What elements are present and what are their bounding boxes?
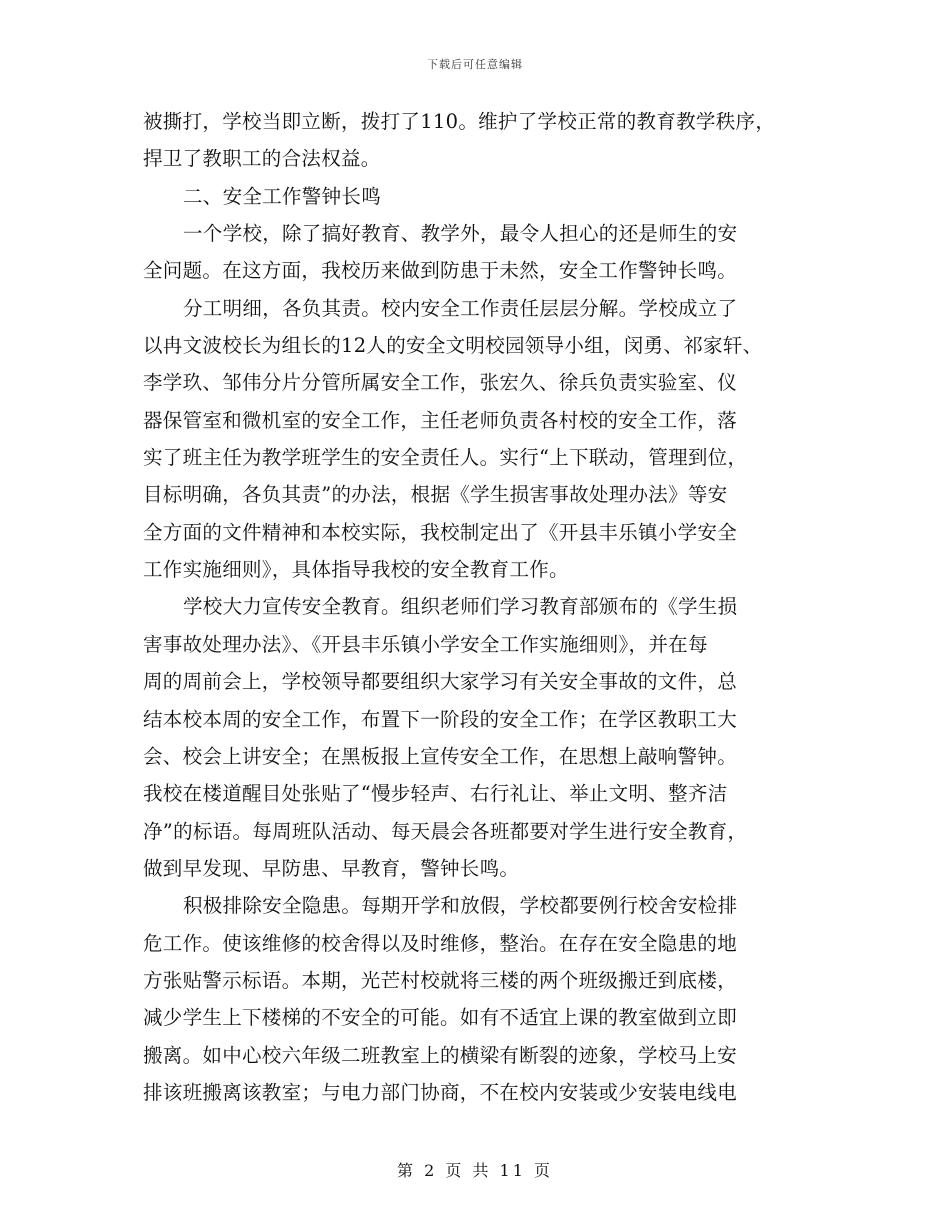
paragraph-line: 害事故处理办法》、《开县丰乐镇小学安全工作实施细则》，并在每 [143,632,708,656]
paragraph-line: 方张贴警示标语。本期，光芒村校就将三楼的两个班级搬迁到底楼， [143,968,738,992]
paragraph-line: 目标明确，各负其责”的办法，根据《学生损害事故处理办法》等安 [143,483,728,507]
paragraph-line: 一个学校，除了搞好教育、教学外，最令人担心的还是师生的安 [183,222,738,246]
paragraph-line: 做到早发现、早防患、早教育，警钟长鸣。 [143,856,520,880]
paragraph-line: 以冉文波校长为组长的12人的安全文明校园领导小组，闵勇、祁家轩、 [143,334,763,358]
paragraph-line: 搬离。如中心校六年级二班教室上的横梁有断裂的迹象，学校马上安 [143,1043,738,1067]
paragraph-line: 分工明细，各负其责。校内安全工作责任层层分解。学校成立了 [183,296,738,320]
paragraph-line: 我校在楼道醒目处张贴了“慢步轻声、右行礼让、举止文明、整齐洁 [143,782,728,806]
page-number-footer: 第 2 页 共 11 页 [397,1161,553,1180]
paragraph-line: 实了班主任为教学班学生的安全责任人。实行“上下联动，管理到位， [143,446,748,470]
paragraph-line: 全方面的文件精神和本校实际，我校制定出了《开县丰乐镇小学安全 [143,520,738,544]
paragraph-line: 器保管室和微机室的安全工作，主任老师负责各村校的安全工作，落 [143,408,738,432]
paragraph-line: 排该班搬离该教室；与电力部门协商，不在校内安装或少安装电线电 [143,1080,738,1104]
paragraph-line: 危工作。使该维修的校舍得以及时维修，整治。在存在安全隐患的地 [143,931,738,955]
paragraph-line: 会、校会上讲安全；在黑板报上宣传安全工作，在思想上敲响警钟。 [143,744,738,768]
paragraph-line: 被撕打，学校当即立断，拨打了110。维护了学校正常的教育教学秩序， [143,110,776,133]
document-body [143,103,813,1111]
paragraph-line: 学校大力宣传安全教育。组织老师们学习教育部颁布的《学生损 [183,595,738,619]
paragraph-line: 积极排除安全隐患。每期开学和放假，学校都要例行校舍安检排 [183,894,738,918]
paragraph-line: 周的周前会上，学校领导都要组织大家学习有关安全事故的文件，总 [143,670,738,694]
paragraph-line: 捍卫了教职工的合法权益。 [143,147,381,171]
paragraph-line: 结本校本周的安全工作，布置下一阶段的安全工作；在学区教职工大 [143,707,738,731]
paragraph-line: 减少学生上下楼梯的不安全的可能。如有不适宜上课的教室做到立即 [143,1006,738,1030]
paragraph-line: 全问题。在这方面，我校历来做到防患于未然，安全工作警钟长鸣。 [143,259,738,283]
paragraph-line: 净”的标语。每周班队活动、每天晨会各班都要对学生进行安全教育， [143,819,748,843]
page-header: 下载后可任意编辑 [427,58,523,71]
section-heading: 二、安全工作警钟长鸣 [183,184,382,208]
paragraph-line: 工作实施细则》，具体指导我校的安全教育工作。 [143,558,569,582]
paragraph-line: 李学玖、邹伟分片分管所属安全工作，张宏久、徐兵负责实验室、仪 [143,371,738,395]
